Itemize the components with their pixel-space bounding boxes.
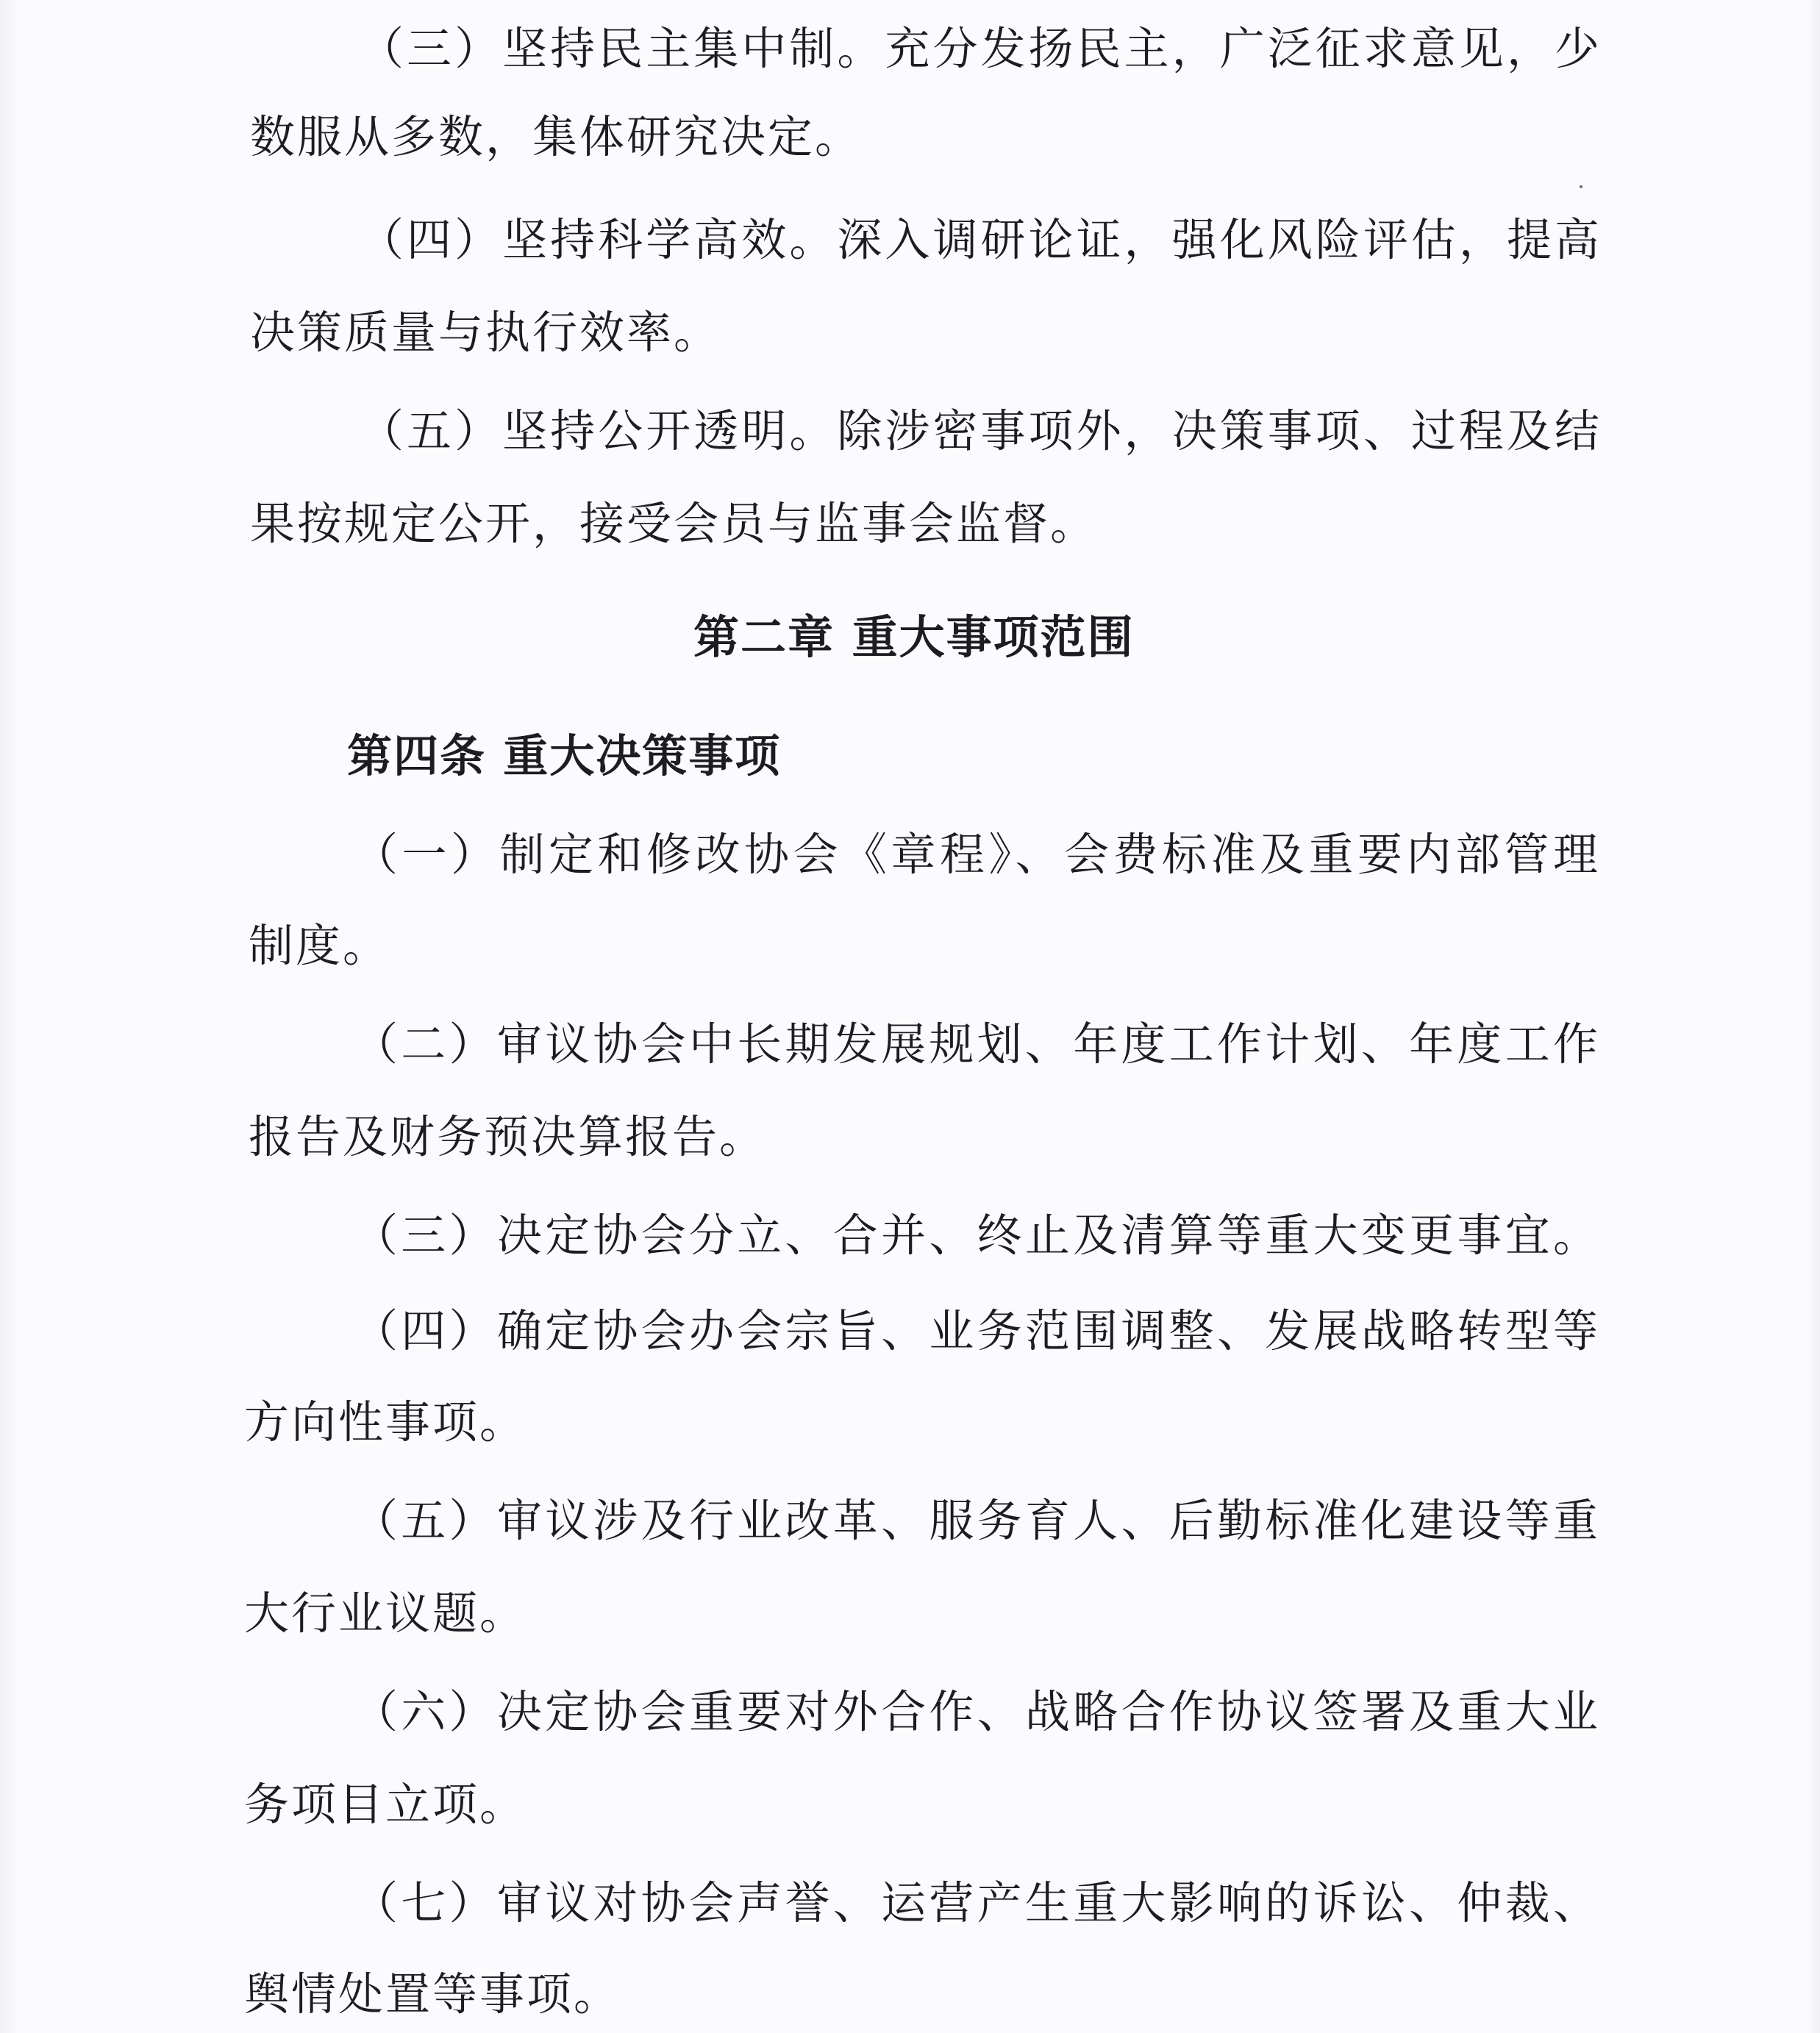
item-1-line-2: 制度。 bbox=[249, 920, 390, 972]
principle-3-line-1: （三）坚持民主集中制。充分发扬民主，广泛征求意见，少 bbox=[359, 24, 1602, 75]
article-heading: 第四条 重大决策事项 bbox=[347, 730, 782, 782]
principle-5-line-2: 果按规定公开，接受会员与监事会监督。 bbox=[250, 498, 1098, 550]
scan-edge-right bbox=[1807, 0, 1820, 2033]
item-5-line-2: 大行业议题。 bbox=[244, 1587, 527, 1640]
chapter-heading: 第二章 重大事项范围 bbox=[693, 610, 1135, 664]
item-4-line-2: 方向性事项。 bbox=[244, 1396, 527, 1448]
item-5-line-1: （五）审议涉及行业改革、服务育人、后勤标准化建设等重 bbox=[353, 1496, 1600, 1547]
principle-5-line-1: （五）坚持公开透明。除涉密事项外，决策事项、过程及结 bbox=[359, 406, 1602, 457]
item-3-line-1: （三）决定协会分立、合并、终止及清算等重大变更事宜。 bbox=[353, 1210, 1600, 1262]
principle-4-line-2: 决策质量与执行效率。 bbox=[250, 307, 721, 359]
item-6-line-2: 务项目立项。 bbox=[244, 1779, 527, 1831]
item-4-line-1: （四）确定协会办会宗旨、业务范围调整、发展战略转型等 bbox=[353, 1306, 1600, 1357]
item-7-line-2: 舆情处置等事项。 bbox=[244, 1968, 621, 2021]
scan-edge-left bbox=[0, 0, 18, 2033]
item-1-line-1: （一）制定和修改协会《章程》、会费标准及重要内部管理 bbox=[353, 829, 1600, 881]
item-2-line-1: （二）审议协会中长期发展规划、年度工作计划、年度工作 bbox=[353, 1019, 1600, 1071]
scan-speck bbox=[1580, 185, 1582, 188]
principle-4-line-1: （四）坚持科学高效。深入调研论证，强化风险评估，提高 bbox=[359, 215, 1602, 266]
item-7-line-1: （七）审议对协会声誉、运营产生重大影响的诉讼、仲裁、 bbox=[353, 1878, 1600, 1929]
principle-3-line-2: 数服从多数，集体研究决定。 bbox=[250, 111, 863, 163]
item-2-line-2: 报告及财务预决算报告。 bbox=[249, 1111, 767, 1163]
item-6-line-1: （六）决定协会重要对外合作、战略合作协议签署及重大业 bbox=[353, 1687, 1600, 1738]
